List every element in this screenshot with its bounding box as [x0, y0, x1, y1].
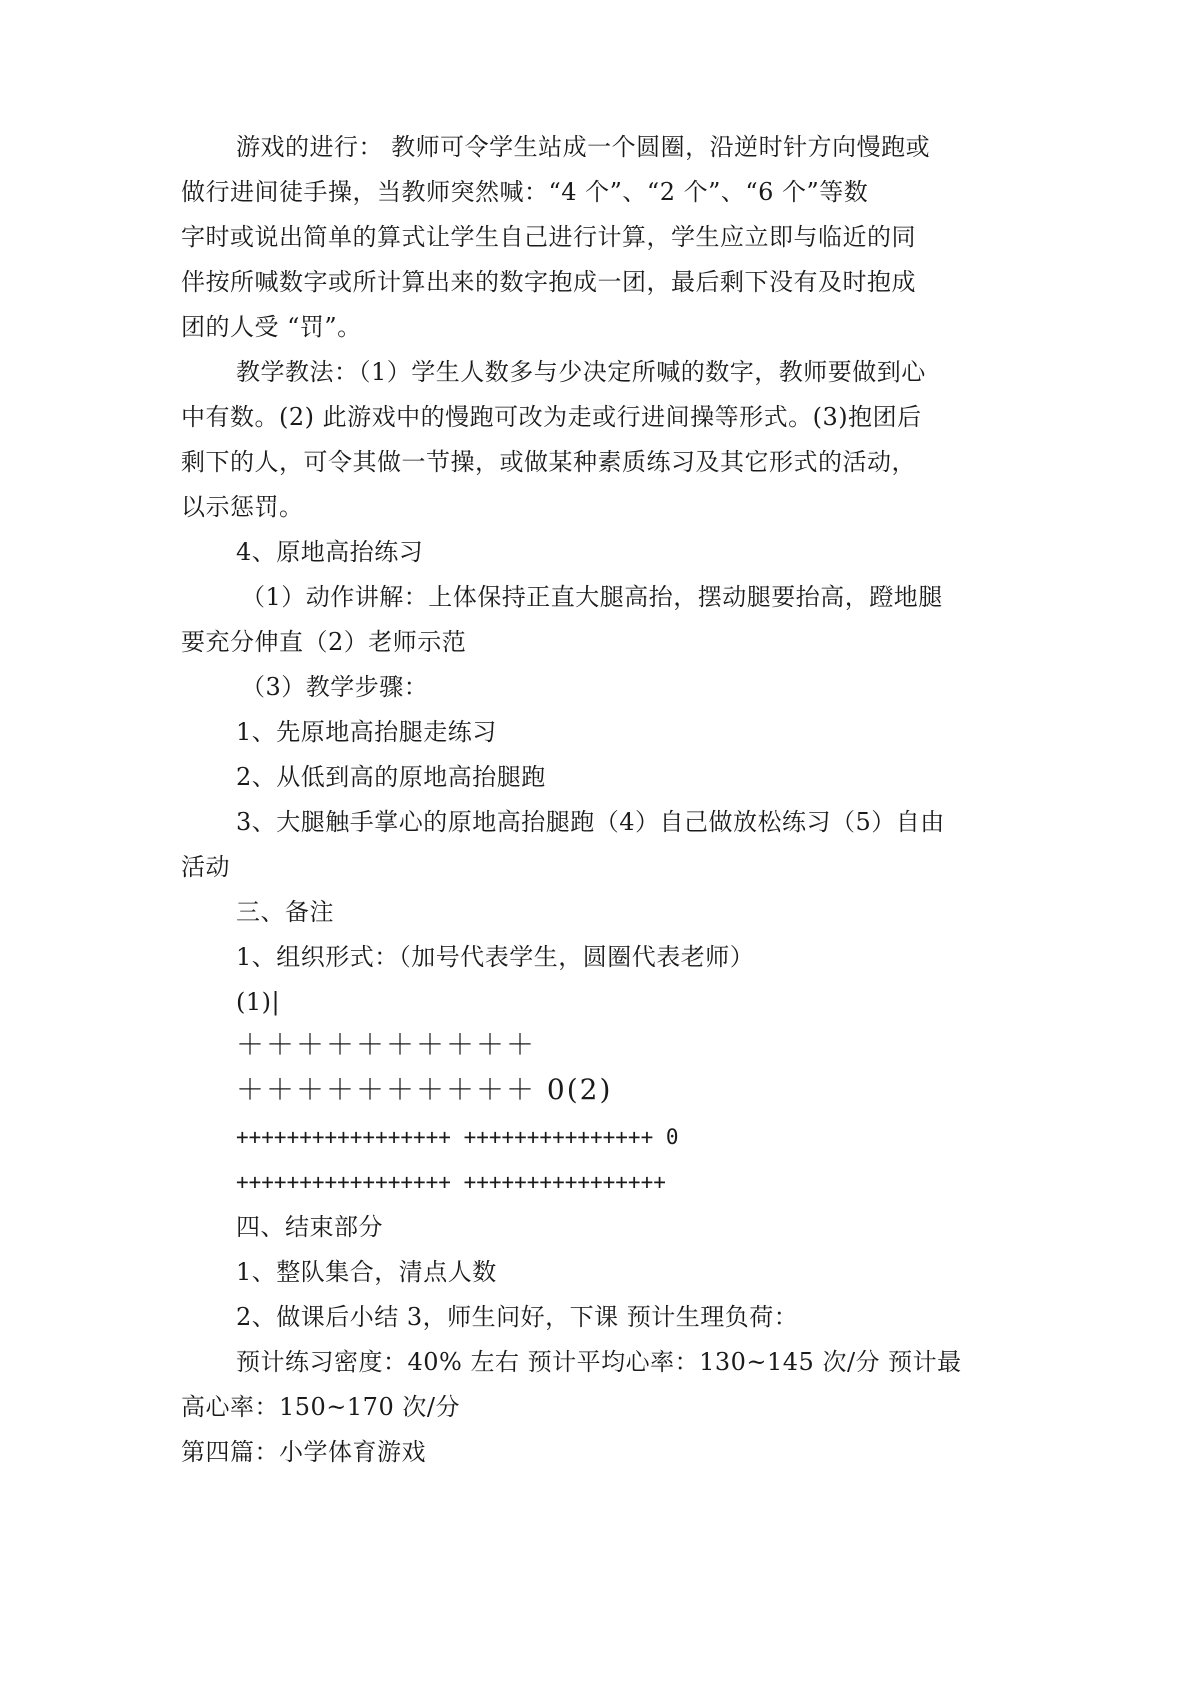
list-item: 3、大腿触手掌心的原地高抬腿跑（4）自己做放松练习（5）自由 [236, 808, 945, 836]
list-item: 2、做课后小结 3，师生问好，下课 预计生理负荷： [236, 1303, 799, 1331]
paragraph-line: 高心率：150~170 次/分 [181, 1393, 460, 1421]
formation-label: (1)| [236, 988, 281, 1016]
paragraph-line: 字时或说出简单的算式让学生自己进行计算，学生应立即与临近的同 [181, 223, 916, 251]
paragraph-line: 以示惩罚。 [181, 493, 304, 521]
paragraph-line: 教学教法：（1）学生人数多与少决定所喊的数字，教师要做到心 [236, 358, 926, 386]
formation-row: +++++++++++++++++ ++++++++++++++++ [236, 1170, 666, 1194]
paragraph-line: 要充分伸直（2）老师示范 [181, 628, 467, 656]
chapter-title: 第四篇：小学体育游戏 [181, 1438, 426, 1466]
paragraph-line: 游戏的进行： 教师可令学生站成一个圆圈，沿逆时针方向慢跑或 [236, 133, 931, 161]
section-heading: 4、原地高抬练习 [236, 538, 424, 566]
formation-row: ＋＋＋＋＋＋＋＋＋＋ 0(2) [236, 1073, 613, 1106]
paragraph-line: 做行进间徒手操，当教师突然喊：“4 个”、“2 个”、“6 个”等数 [181, 178, 869, 206]
section-heading: 四、结束部分 [236, 1213, 383, 1241]
paragraph-line: 剩下的人，可令其做一节操，或做某种素质练习及其它形式的活动， [181, 448, 916, 476]
formation-row: ＋＋＋＋＋＋＋＋＋＋ [236, 1028, 537, 1061]
paragraph-line: （3）教学步骤： [241, 673, 429, 701]
paragraph-line: 1、组织形式：（加号代表学生，圆圈代表老师） [236, 943, 755, 971]
list-item: 1、整队集合，清点人数 [236, 1258, 497, 1286]
list-item: 2、从低到高的原地高抬腿跑 [236, 763, 546, 791]
formation-row: +++++++++++++++++ +++++++++++++++ 0 [236, 1125, 679, 1149]
paragraph-line: 中有数。(2) 此游戏中的慢跑可改为走或行进间操等形式。(3)抱团后 [181, 403, 922, 431]
paragraph-line: 伴按所喊数字或所计算出来的数字抱成一团，最后剩下没有及时抱成 [181, 268, 916, 296]
paragraph-line: 团的人受 “罚”。 [181, 313, 362, 341]
paragraph-line: 预计练习密度：40% 左右 预计平均心率：130~145 次/分 预计最 [236, 1348, 962, 1376]
paragraph-line: 活动 [181, 853, 230, 881]
list-item: 1、先原地高抬腿走练习 [236, 718, 497, 746]
section-heading: 三、备注 [236, 898, 334, 926]
paragraph-line: （1）动作讲解：上体保持正直大腿高抬，摆动腿要抬高，蹬地腿 [241, 583, 943, 611]
